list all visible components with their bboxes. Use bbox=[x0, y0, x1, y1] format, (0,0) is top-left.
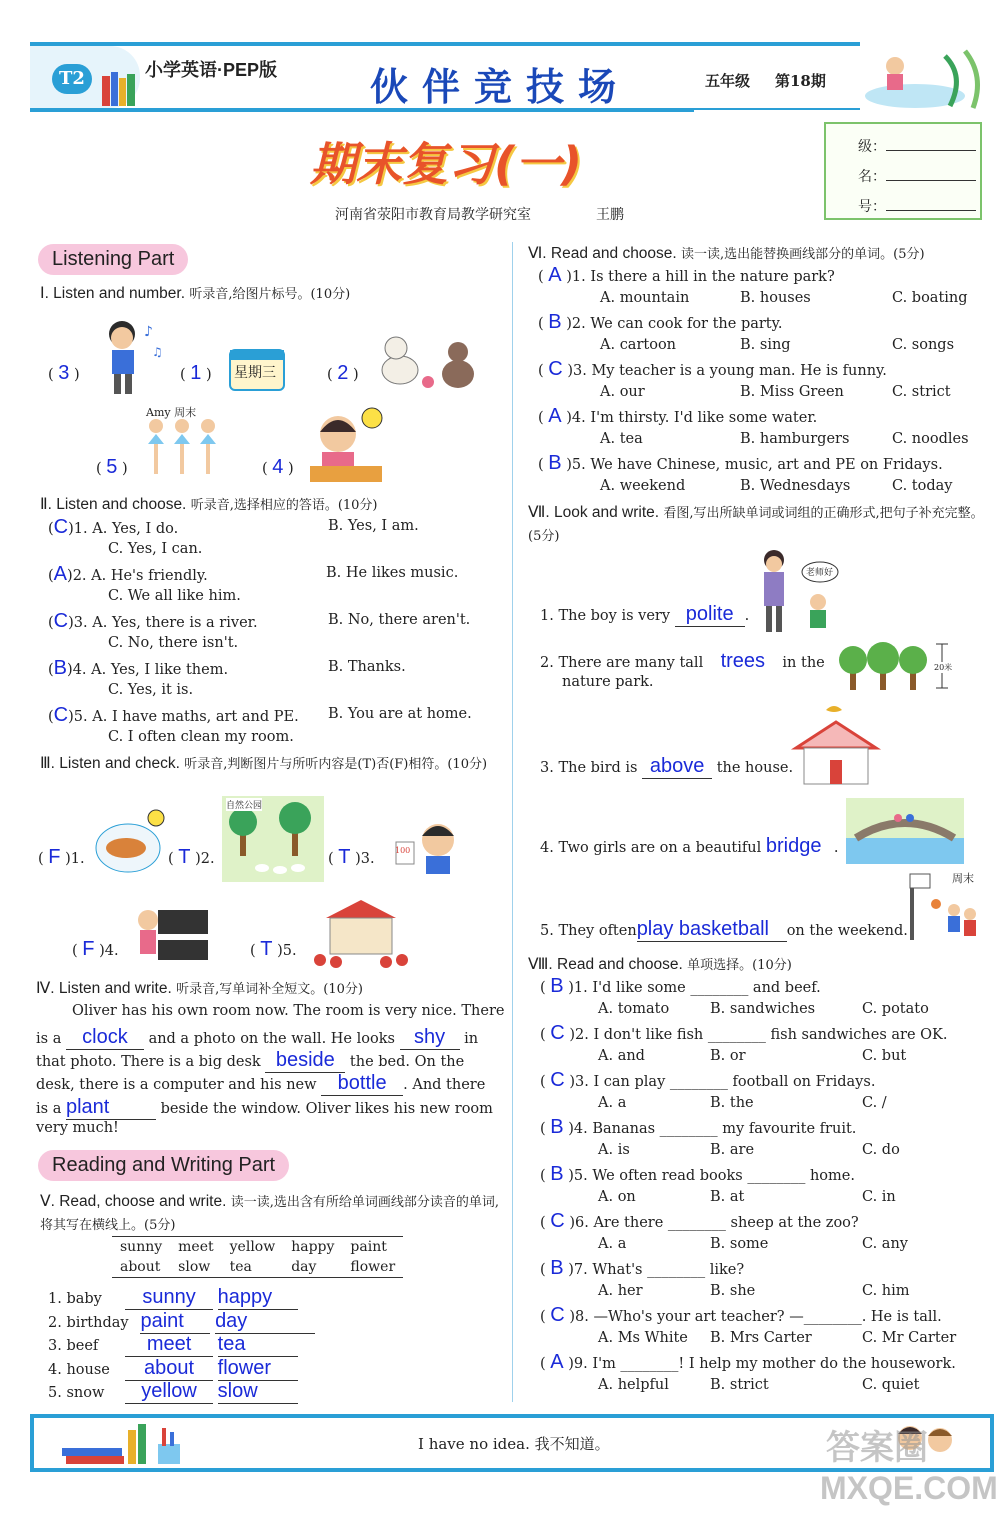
s8-item: ( B )7. What's ________ like? A. her B. she C. him bbox=[540, 1257, 910, 1299]
section-5-heading: Ⅴ. Read, choose and write. 读一读,选出含有所给单词画线部分读音的单词,将其写在横线上。(5分) bbox=[40, 1193, 499, 1233]
watermark-chinese: 答案圈 bbox=[826, 1429, 928, 1467]
author-name: 王鹏 bbox=[596, 207, 624, 223]
s8-item: ( B )5. We often read books ________ home. A. on B. at C. in bbox=[540, 1163, 896, 1205]
blank-answer: shy bbox=[400, 1026, 460, 1050]
s6-item: ( B )2. We can cook for the party. A. cartoon B. sing C. songs bbox=[538, 311, 955, 353]
s1-item-5: ( 4 ) bbox=[262, 456, 294, 478]
footer-phrase: I have no idea. 我不知道。 bbox=[418, 1435, 610, 1453]
books-icon bbox=[100, 70, 142, 108]
s2-item: (C)5. A. I have maths, art and PE. B. You are at home. C. I often clean my room. bbox=[48, 704, 472, 745]
s3-item-4: ( F )4. bbox=[72, 938, 119, 960]
test-score-label: 100 bbox=[395, 846, 411, 855]
issue-label: 第18期 bbox=[775, 72, 826, 90]
grade-label: 五年级 bbox=[705, 72, 751, 90]
s5-item: 1. baby sunny happy bbox=[48, 1286, 315, 1310]
dog-cat-picture bbox=[372, 330, 482, 394]
s8-item: ( B )4. Bananas ________ my favourite fruit. A. is B. are C. do bbox=[540, 1116, 900, 1158]
word-bank-box: sunny meet yellow happy paint about slow tea day flower bbox=[112, 1236, 403, 1278]
form-field-class: 级： bbox=[858, 136, 976, 156]
svg-text:♫: ♫ bbox=[152, 345, 163, 359]
passage-line-6: very much! bbox=[36, 1120, 119, 1136]
fish-dish-picture bbox=[94, 808, 170, 878]
passage-line-5: is a plant beside the window. Oliver likes his new room bbox=[36, 1096, 493, 1118]
s2-item: (C)3. A. Yes, there is a river. B. No, there aren't. C. No, there isn't. bbox=[48, 610, 471, 651]
s5-item: 2. birthday paint day bbox=[48, 1310, 315, 1334]
books-pencils-icon bbox=[58, 1420, 198, 1468]
s5-list bbox=[48, 1286, 315, 1404]
s5-item: 4. house about flower bbox=[48, 1357, 315, 1381]
s8-item: ( C )8. —Who's your art teacher? —________. He is tall. A. Ms White B. Mrs Carter C. Mr Carter bbox=[540, 1304, 957, 1346]
watermark-url: MXQE.COM bbox=[820, 1470, 998, 1506]
passage-line-2: is a clock and a photo on the wall. He looks shy in bbox=[36, 1026, 479, 1048]
blank-answer: bottle bbox=[321, 1072, 403, 1096]
s7-item-2-cont: nature park. bbox=[562, 674, 654, 690]
s7-item-3: 3. The bird is above the house. bbox=[540, 755, 794, 777]
author-org: 河南省荥阳市教育局教学研究室 bbox=[335, 207, 531, 223]
girl-eating-picture bbox=[304, 404, 386, 486]
s6-item: ( A )4. I'm thirsty. I'd like some water. A. tea B. hamburgers C. noodles bbox=[538, 405, 969, 447]
blank-answer: plant bbox=[66, 1096, 156, 1120]
s8-list bbox=[540, 975, 990, 1398]
s8-item: ( C )2. I don't like fish ________ fish sandwiches are OK. A. and B. or C. but bbox=[540, 1022, 948, 1064]
svg-text:♪: ♪ bbox=[144, 324, 153, 340]
s6-item: ( A )1. Is there a hill in the nature park? A. mountain B. houses C. boating bbox=[538, 264, 968, 306]
kite-girl-illustration bbox=[855, 46, 995, 116]
column-divider bbox=[512, 242, 513, 1402]
nature-park-sign: 自然公园 bbox=[226, 798, 262, 811]
blank-answer: beside bbox=[265, 1049, 345, 1073]
teacher-student-picture bbox=[756, 546, 840, 636]
s8-item: ( B )1. I'd like some ________ and beef. A. tomato B. sandwiches C. potato bbox=[540, 975, 929, 1017]
page-title: 期末复习(一) bbox=[310, 137, 583, 191]
form-field-name: 名： bbox=[858, 166, 976, 186]
s7-item-5: 5. They oftenplay basketball on the weekend. bbox=[540, 918, 908, 940]
form-field-number: 号： bbox=[858, 196, 976, 216]
reading-writing-part-label: Reading and Writing Part bbox=[38, 1150, 289, 1181]
student-info-box bbox=[824, 122, 982, 220]
bird-above-house-picture bbox=[790, 698, 882, 790]
section-6-heading: Ⅵ. Read and choose. 读一读,选出能替换画线部分的单词。(5分) bbox=[528, 245, 925, 262]
passage-line-3: that photo. There is a big desk beside the bed. On the bbox=[36, 1049, 465, 1071]
passage-line-1: Oliver has his own room now. The room is very nice. There bbox=[72, 1003, 505, 1019]
s3-item-5: ( T )5. bbox=[250, 938, 297, 960]
section-4-heading: Ⅳ. Listen and write. 听录音,写单词补全短文。(10分) bbox=[36, 980, 363, 997]
s5-item: 3. beef meet tea bbox=[48, 1333, 315, 1357]
s3-item-2: ( T )2. bbox=[168, 846, 215, 868]
s2-item: (B)4. A. Yes, I like them. B. Thanks. C. Yes, it is. bbox=[48, 657, 406, 698]
s2-list bbox=[48, 516, 508, 751]
s7-item-4: 4. Two girls are on a beautiful bridge . bbox=[540, 835, 839, 857]
section-7-heading: Ⅶ. Look and write. 看图,写出所缺单词或词组的正确形式,把句子补充完整。(5分) bbox=[528, 504, 984, 544]
section-1-heading: Ⅰ. Listen and number. 听录音,给图片标号。(10分) bbox=[40, 285, 351, 302]
s1-item-2: ( 1 ) bbox=[180, 362, 212, 384]
singing-boy-picture bbox=[92, 316, 164, 398]
s6-item: ( C )3. My teacher is a young man. He is funny. A. our B. Miss Green C. strict bbox=[538, 358, 951, 400]
s7-item-2: 2. There are many tall trees in the bbox=[540, 650, 825, 672]
section-3-heading: Ⅲ. Listen and check. 听录音,判断图片与所听内容是(T)否(F)相符。(10分) bbox=[40, 755, 488, 772]
s8-item: ( C )3. I can play ________ football on Fridays. A. a B. the C. / bbox=[540, 1069, 887, 1111]
s8-item: ( C )6. Are there ________ sheep at the zoo? A. a B. some C. any bbox=[540, 1210, 908, 1252]
blank-answer: clock bbox=[66, 1026, 144, 1050]
s7-item-1: 1. The boy is very polite . bbox=[540, 603, 750, 625]
piano-girl-picture bbox=[128, 890, 212, 972]
height-label: 20米 bbox=[934, 663, 953, 672]
calendar-label: 星期三 bbox=[234, 365, 276, 381]
weekend-label: 周末 bbox=[952, 872, 974, 885]
dancers-label: Amy 周末 bbox=[146, 406, 197, 419]
s1-item-4: ( 5 ) bbox=[96, 456, 128, 478]
s5-item: 5. snow yellow slow bbox=[48, 1380, 315, 1404]
bridge-picture bbox=[846, 798, 964, 864]
edition-label: 小学英语·PEP版 bbox=[145, 60, 278, 80]
s6-list bbox=[538, 264, 988, 499]
listening-part-label: Listening Part bbox=[38, 244, 188, 275]
s3-item-1: ( F )1. bbox=[38, 846, 85, 868]
s8-item: ( A )9. I'm ________! I help my mother do the housework. A. helpful B. strict C. quiet bbox=[540, 1351, 956, 1393]
speech-bubble-text: 老师好 bbox=[806, 568, 834, 578]
s1-item-3: ( 2 ) bbox=[327, 362, 359, 384]
s3-item-3: ( T )3. bbox=[328, 846, 375, 868]
s2-item: (C)1. A. Yes, I do. B. Yes, I am. C. Yes, I can. bbox=[48, 516, 419, 557]
newspaper-title: 伙伴竞技场 bbox=[370, 65, 631, 109]
house-flowers-picture bbox=[306, 896, 416, 970]
s1-item-1: ( 3 ) bbox=[48, 362, 80, 384]
section-2-heading: Ⅱ. Listen and choose. 听录音,选择相应的答语。(10分) bbox=[40, 496, 378, 513]
s2-item: (A)2. A. He's friendly. B. He likes music. C. We all like him. bbox=[48, 563, 459, 604]
page-badge: T2 bbox=[52, 64, 92, 94]
happy-girl-test-picture bbox=[390, 806, 486, 876]
passage-line-4: desk, there is a computer and his new bottle . And there bbox=[36, 1072, 486, 1094]
s6-item: ( B )5. We have Chinese, music, art and PE on Fridays. A. weekend B. Wednesdays C. today bbox=[538, 452, 953, 494]
section-8-heading: Ⅷ. Read and choose. 单项选择。(10分) bbox=[528, 956, 792, 973]
